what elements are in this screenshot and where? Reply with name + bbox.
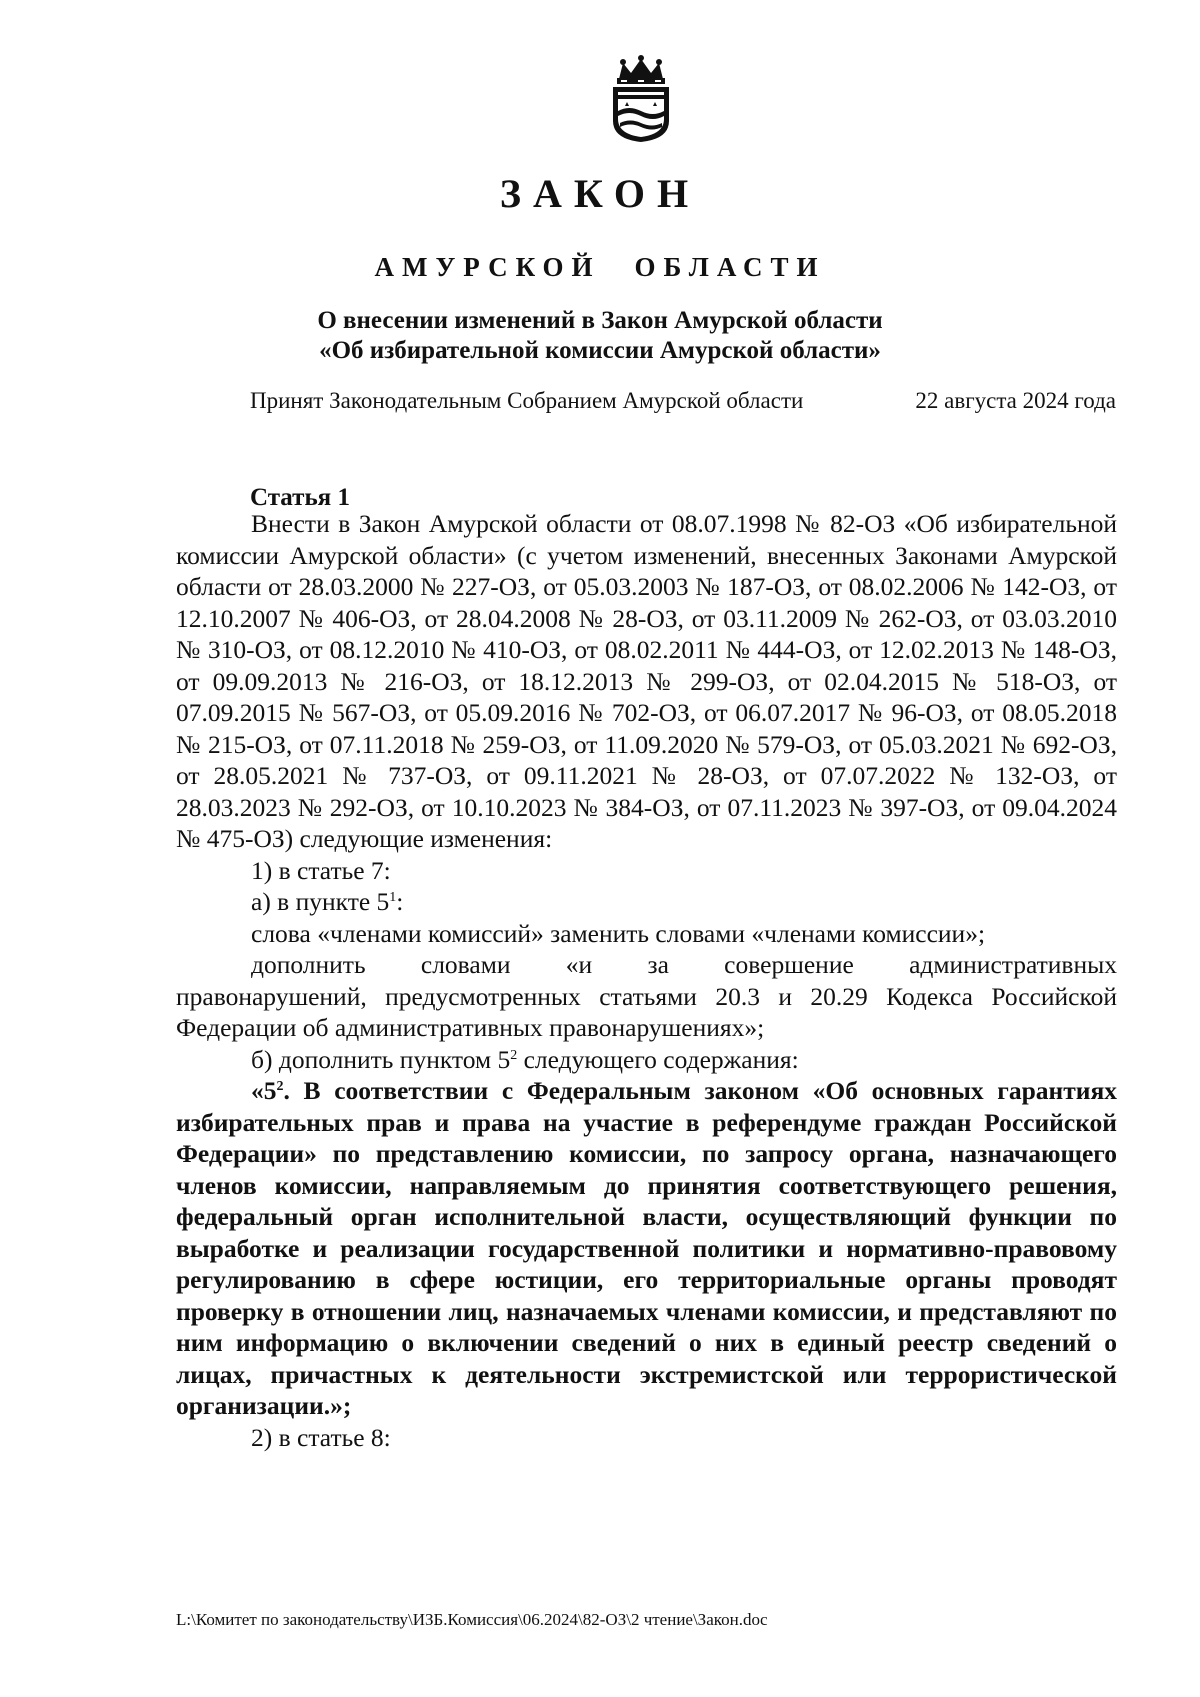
quote-open: «5 xyxy=(251,1076,277,1105)
item-1a-add-words-rest: правонарушений, предусмотренных статьями 20.3 и 20.29 Кодекса Российской Федерации об административных правонарушениях»; xyxy=(176,981,1117,1042)
item-1b xyxy=(176,1044,1117,1076)
item-1a-colon: : xyxy=(396,887,404,916)
item-2: 2) в статье 8: xyxy=(251,1422,391,1452)
item-1b-superscript: 2 xyxy=(510,1047,518,1063)
adopted-by: Принят Законодательным Собранием Амурской области xyxy=(250,388,804,413)
document-name-line-2: «Об избирательной комиссии Амурской области» xyxy=(319,337,881,364)
adopted-date: 22 августа 2024 года xyxy=(915,388,1116,413)
quote-text: . В соответствии с Федеральным законом «Об основных гарантиях избирательных прав и права на участие в референдуме граждан Российской Федерации» по представлению комиссии, по запросу органа, назначающего членов комиссии, направляемым до принятия соответствующего решения, федеральный орган исполнительной власти, осуществляющий функции по выработке и реализации государственной политики и нормативно-правовому регулированию в сфере юстиции, его территориальные органы проводят проверку в отношении лиц, назначаемых членами комиссии, и представляют по ним информацию о включении сведений о них в единый реестр сведений о лицах, причастных к деятельности экстремистской или террористической организации.»; xyxy=(176,1076,1117,1420)
item-1a-add-words-line-1: дополнить словами «и за совершение административных xyxy=(251,950,1117,979)
quote-superscript: 2 xyxy=(276,1079,284,1094)
article-heading: Статья 1 xyxy=(250,484,350,511)
item-1b-text: б) дополнить пунктом 5 xyxy=(251,1044,511,1074)
page-title: ЗАКОН xyxy=(499,171,701,216)
intro-paragraph: Внести в Закон Амурской области от 08.07.1998 № 82-ОЗ «Об избирательной комиссии Амурской области» (с учетом изменений, внесенных Законами Амурской области от 28.03.2000 № 227-ОЗ, от 05.03.2003 № 187-ОЗ, от 08.02.2006 № 142-ОЗ, от 12.10.2007 № 406-ОЗ, от 28.04.2008 № 28-ОЗ, от 03.11.2009 № 262-ОЗ, от 03.03.2010 № 310-ОЗ, от 08.12.2010 № 410-ОЗ, от 08.02.2011 № 444-ОЗ, от 12.02.2013 № 148-ОЗ, от 09.09.2013 № 216-ОЗ, от 18.12.2013 № 299-ОЗ, от 02.04.2015 № 518-ОЗ, от 07.09.2015 № 567-ОЗ, от 05.09.2016 № 702-ОЗ, от 06.07.2017 № 96-ОЗ, от 08.05.2018 № 215-ОЗ, от 07.11.2018 № 259-ОЗ, от 11.09.2020 № 579-ОЗ, от 05.03.2021 № 692-ОЗ, от 28.05.2021 № 737-ОЗ, от 09.11.2021 № 28-ОЗ, от 07.07.2022 № 132-ОЗ, от 28.03.2023 № 292-ОЗ, от 10.10.2023 № 384-ОЗ, от 07.11.2023 № 397-ОЗ, от 09.04.2024 № 475-ОЗ) следующие изменения: xyxy=(176,509,1117,853)
item-1a-superscript: 1 xyxy=(389,890,397,905)
subtitle-word-2: ОБЛАСТИ xyxy=(634,252,826,282)
subtitle-word-1: АМУРСКОЙ xyxy=(374,252,601,282)
document-name-line-1: О внесении изменений в Закон Амурской области xyxy=(317,307,883,334)
article-body xyxy=(176,508,1117,1453)
file-path-footer: L:\Комитет по законодательству\ИЗБ.Комиссия\06.2024\82-ОЗ\2 чтение\Закон.doc xyxy=(176,1610,768,1629)
coat-of-arms-icon xyxy=(607,55,675,143)
item-1a-replace-words: слова «членами комиссий» заменить словами «членами комиссии»; xyxy=(251,918,986,948)
item-1: 1) в статье 7: xyxy=(251,855,391,885)
new-point-quote xyxy=(176,1075,1117,1422)
adoption-info xyxy=(250,388,1116,420)
item-1b-suffix: следующего содержания: xyxy=(517,1044,799,1074)
item-1a-text: а) в пункте 5 xyxy=(251,887,390,916)
page-subtitle xyxy=(0,252,1200,283)
item-1a xyxy=(176,886,1117,918)
document-name xyxy=(0,306,1200,366)
